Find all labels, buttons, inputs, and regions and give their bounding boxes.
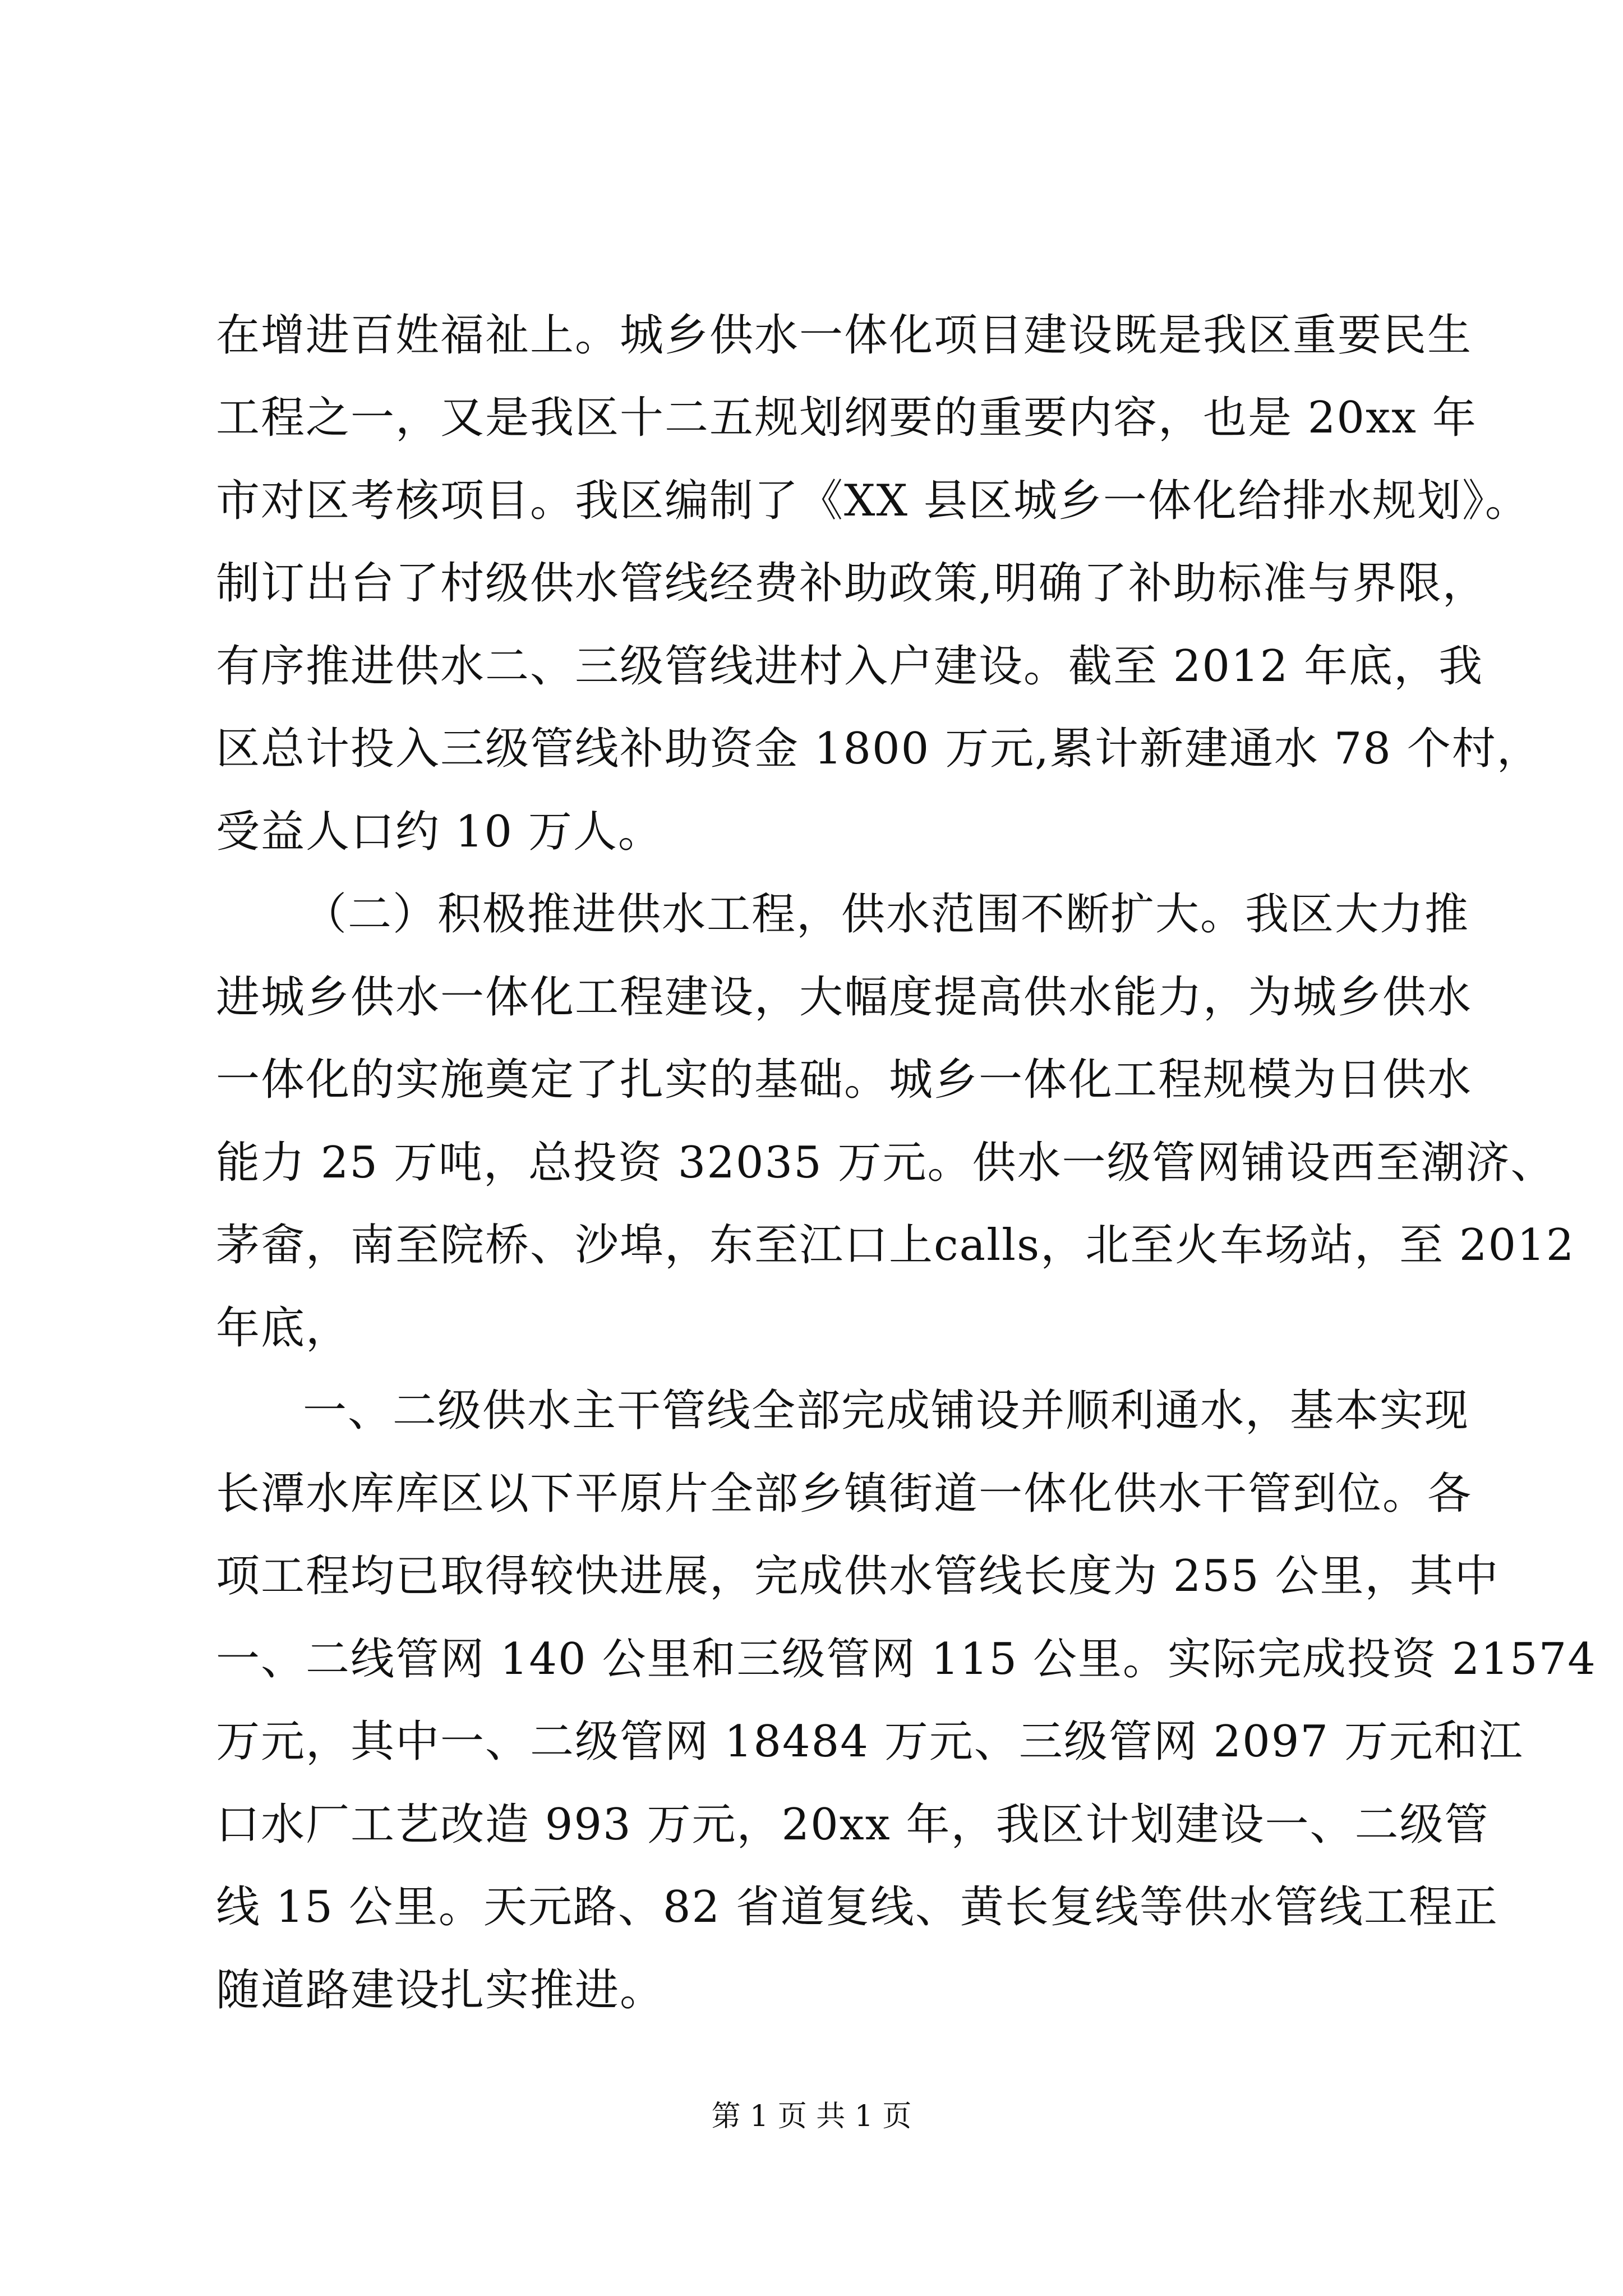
- section-heading-line: （二）积极推进供水工程，供水范围不断扩大。我区大力推: [303, 889, 1470, 940]
- body-line: 线 15 公里。天元路、82 省道复线、黄长复线等供水管线工程正: [216, 1882, 1498, 1932]
- body-line: 年底，: [216, 1303, 351, 1354]
- body-line: 一、二线管网 140 公里和三级管网 115 公里。实际完成投资 21574: [216, 1634, 1597, 1685]
- body-line: 口水厂工艺改造 993 万元，20xx 年，我区计划建设一、二级管: [216, 1800, 1490, 1850]
- body-line: 制订出台了村级供水管线经费补助政策,明确了补助标准与界限，: [216, 558, 1487, 609]
- body-line: 万元，其中一、二级管网 18484 万元、三级管网 2097 万元和江: [216, 1717, 1524, 1767]
- body-line: 工程之一，又是我区十二五规划纲要的重要内容，也是 20xx 年: [216, 393, 1477, 443]
- body-line: 市对区考核项目。我区编制了《XX 县区城乡一体化给排水规划》。: [216, 476, 1530, 526]
- body-line: 区总计投入三级管线补助资金 1800 万元,累计新建通水 78 个村，: [216, 724, 1542, 774]
- body-line: 能力 25 万吨，总投资 32035 万元。供水一级管网铺设西至潮济、: [216, 1138, 1556, 1188]
- page-footer: 第 1 页 共 1 页: [711, 2100, 912, 2133]
- body-line: 随道路建设扎实推进。: [216, 1965, 665, 2016]
- body-line: 有序推进供水二、三级管线进村入户建设。截至 2012 年底，我: [216, 641, 1484, 692]
- body-line: 项工程均已取得较快进展，完成供水管线长度为 255 公里，其中: [216, 1551, 1500, 1602]
- paragraph-start-line: 一、二级供水主干管线全部完成铺设并顺利通水，基本实现: [303, 1386, 1470, 1436]
- body-line: 茅畲，南至院桥、沙埠，东至江口上calls，北至火车场站，至 2012: [216, 1220, 1575, 1271]
- body-line: 受益人口约 10 万人。: [216, 807, 663, 857]
- body-line: 长潭水库库区以下平原片全部乡镇街道一体化供水干管到位。各: [216, 1469, 1473, 1519]
- body-line: 在增进百姓福祉上。城乡供水一体化项目建设既是我区重要民生: [216, 310, 1473, 361]
- body-line: 进城乡供水一体化工程建设，大幅度提高供水能力，为城乡供水: [216, 972, 1473, 1023]
- body-line: 一体化的实施奠定了扎实的基础。城乡一体化工程规模为日供水: [216, 1055, 1473, 1105]
